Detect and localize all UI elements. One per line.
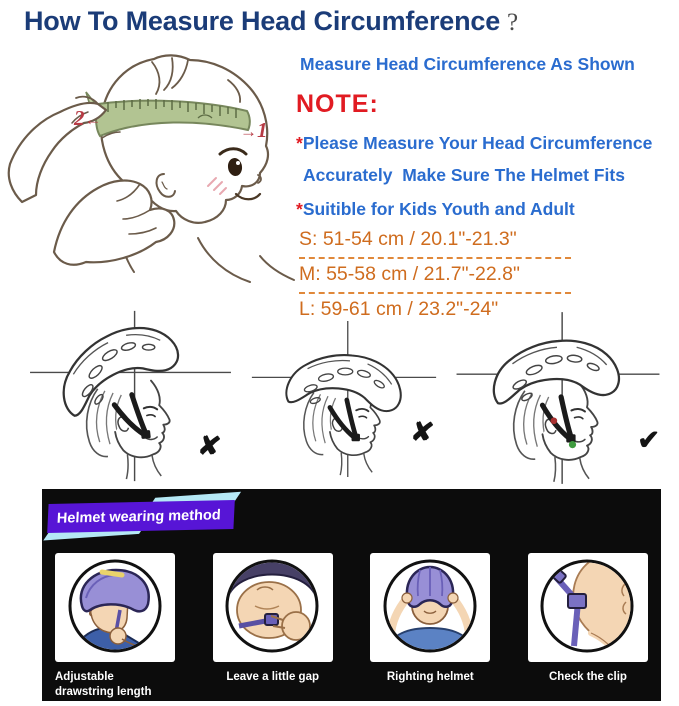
page-title-text: How To Measure Head Circumference	[24, 6, 501, 36]
wearing-method-banner	[48, 502, 234, 531]
helmet-correct-drawing	[452, 310, 664, 486]
dashed-divider	[299, 257, 571, 259]
step-check-clip	[528, 553, 648, 700]
size-large: L: 59-61 cm / 23.2"-24"	[299, 298, 499, 320]
fit-example-tilted-back	[28, 308, 233, 484]
adjust-drawstring-illustration	[56, 554, 175, 662]
step-righting-helmet	[370, 553, 490, 700]
strap-red-dot	[551, 417, 558, 424]
dashed-divider	[299, 292, 571, 294]
note-measure-line2: Accurately Make Sure The Helmet Fits	[303, 165, 625, 185]
righting-helmet-illustration	[371, 554, 490, 662]
correct-mark-icon: ✔	[637, 425, 660, 455]
incorrect-mark-icon: ✘	[409, 415, 437, 449]
note-heading: NOTE:	[296, 90, 379, 118]
buckle-green-dot	[569, 441, 576, 448]
tape-step1-label: →1	[240, 118, 268, 142]
step-caption: Adjustable drawstring length	[55, 671, 152, 698]
page-title	[24, 6, 518, 37]
step-leave-gap	[213, 553, 333, 700]
step-card	[213, 553, 333, 662]
measure-head-illustration	[2, 42, 297, 308]
wearing-method-panel	[42, 489, 661, 701]
helmet-tilted-forward-drawing	[250, 316, 438, 482]
size-medium: M: 55-58 cm / 21.7"-22.8"	[299, 263, 520, 285]
baby-measuring-drawing	[2, 42, 297, 308]
note-suitable-line: *Suitible for Kids Youth and Adult	[296, 199, 575, 219]
left-arrow-icon: ←	[84, 110, 102, 129]
step-caption: Leave a little gap	[226, 671, 319, 683]
check-clip-illustration	[528, 554, 647, 662]
step-caption: Check the clip	[548, 671, 627, 683]
step-adjust-drawstring	[55, 553, 175, 700]
note-measure-line1: *Please Measure Your Head Circumference	[296, 133, 653, 153]
leave-gap-illustration	[213, 554, 332, 662]
fit-example-tilted-forward	[250, 316, 438, 482]
wearing-method-steps	[55, 553, 648, 700]
step-card	[55, 553, 175, 662]
size-small: S: 51-54 cm / 20.1"-21.3"	[299, 228, 517, 250]
shown-line: Measure Head Circumference As Shown	[300, 54, 635, 74]
banner-title: Helmet wearing method	[47, 500, 235, 533]
step-card	[370, 553, 490, 662]
step-card	[528, 553, 648, 662]
red-asterisk: *	[296, 199, 303, 219]
red-asterisk: *	[296, 133, 303, 153]
question-mark: ?	[507, 9, 518, 36]
incorrect-mark-icon: ✘	[196, 429, 224, 463]
step-caption: Righting helmet	[386, 671, 474, 683]
right-arrow-icon: →	[240, 122, 257, 141]
tape-step2-label: 2←	[74, 106, 102, 130]
fit-example-correct	[452, 310, 664, 486]
